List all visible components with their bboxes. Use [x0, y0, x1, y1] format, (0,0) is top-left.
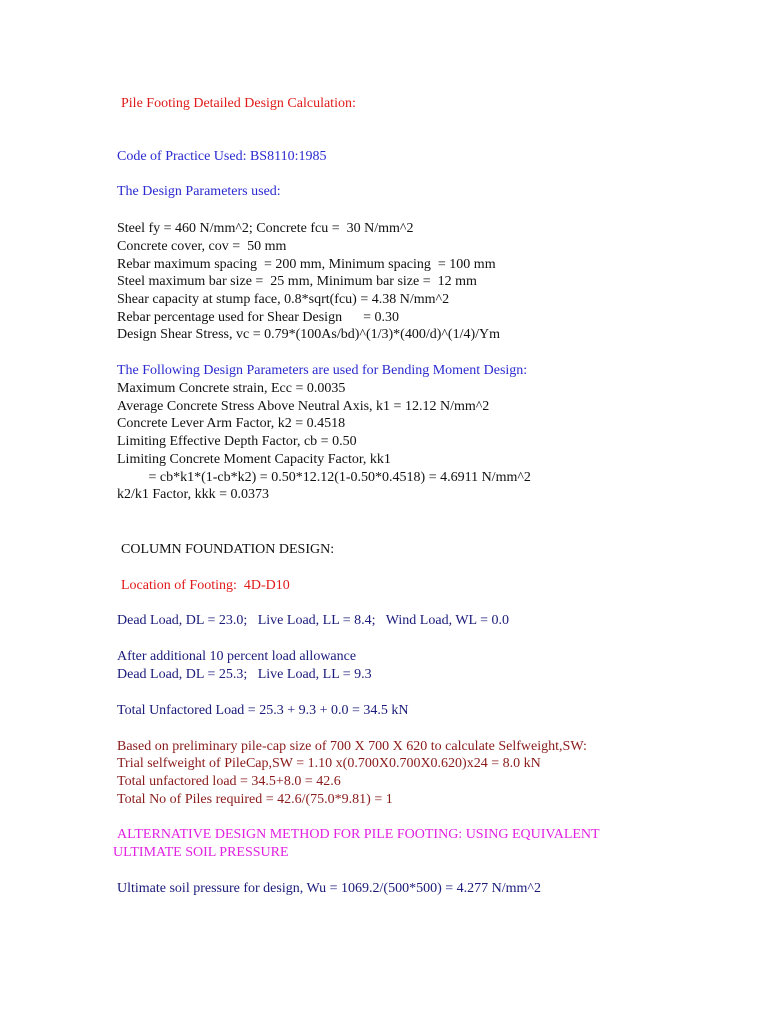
- bending-param-k1: Average Concrete Stress Above Neutral Axis, k1 = 12.12 N/mm^2: [117, 399, 490, 414]
- bending-param-k2: Concrete Lever Arm Factor, k2 = 0.4518: [117, 416, 346, 431]
- column-foundation-heading: COLUMN FOUNDATION DESIGN:: [121, 542, 335, 557]
- ultimate-soil-pressure: Ultimate soil pressure for design, Wu = 1069.2/(500*500) = 4.277 N/mm^2: [117, 881, 541, 896]
- param-design-shear-stress: Design Shear Stress, vc = 0.79*(100As/bd)^(1/3)*(400/d)^(1/4)/Ym: [117, 327, 501, 342]
- param-bar-size: Steel maximum bar size = 25 mm, Minimum bar size = 12 mm: [117, 274, 477, 289]
- code-of-practice: Code of Practice Used: BS8110:1985: [117, 149, 327, 164]
- load-values: Dead Load, DL = 23.0; Live Load, LL = 8.4; Wind Load, WL = 0.0: [117, 613, 509, 628]
- param-rebar-percentage: Rebar percentage used for Shear Design = 0.30: [117, 310, 399, 325]
- param-rebar-spacing: Rebar maximum spacing = 200 mm, Minimum spacing = 100 mm: [117, 257, 496, 272]
- bending-param-kkk: k2/k1 Factor, kkk = 0.0373: [117, 487, 269, 502]
- footing-location: Location of Footing: 4D-D10: [121, 578, 290, 593]
- selfweight-basis: Based on preliminary pile-cap size of 700 X 700 X 620 to calculate Selfweight,SW:: [117, 739, 587, 754]
- param-shear-capacity: Shear capacity at stump face, 0.8*sqrt(fcu) = 4.38 N/mm^2: [117, 292, 450, 307]
- bending-param-cb: Limiting Effective Depth Factor, cb = 0.50: [117, 434, 357, 449]
- alternative-method-heading-cont: ULTIMATE SOIL PRESSURE: [113, 845, 289, 860]
- param-steel-concrete: Steel fy = 460 N/mm^2; Concrete fcu = 30 N/mm^2: [117, 221, 414, 236]
- selfweight-trial: Trial selfweight of PileCap,SW = 1.10 x(0.700X0.700X0.620)x24 = 8.0 kN: [117, 756, 541, 771]
- design-parameters-heading: The Design Parameters used:: [117, 184, 281, 199]
- bending-param-kk1-label: Limiting Concrete Moment Capacity Factor, kk1: [117, 452, 391, 467]
- total-unfactored-load: Total Unfactored Load = 25.3 + 9.3 + 0.0 = 34.5 kN: [117, 703, 409, 718]
- selfweight-total-load: Total unfactored load = 34.5+8.0 = 42.6: [117, 774, 341, 789]
- load-allowance-heading: After additional 10 percent load allowance: [117, 649, 357, 664]
- bending-param-kk1-formula: = cb*k1*(1-cb*k2) = 0.50*12.12(1-0.50*0.4518) = 4.6911 N/mm^2: [117, 470, 531, 485]
- load-allowance-values: Dead Load, DL = 25.3; Live Load, LL = 9.3: [117, 667, 372, 682]
- alternative-method-heading: ALTERNATIVE DESIGN METHOD FOR PILE FOOTING: USING EQUIVALENT: [117, 827, 600, 842]
- document-title: Pile Footing Detailed Design Calculation:: [121, 96, 356, 111]
- bending-design-heading: The Following Design Parameters are used for Bending Moment Design:: [117, 363, 528, 378]
- param-cover: Concrete cover, cov = 50 mm: [117, 239, 287, 254]
- bending-param-concrete-strain: Maximum Concrete strain, Ecc = 0.0035: [117, 381, 346, 396]
- piles-required: Total No of Piles required = 42.6/(75.0*9.81) = 1: [117, 792, 393, 807]
